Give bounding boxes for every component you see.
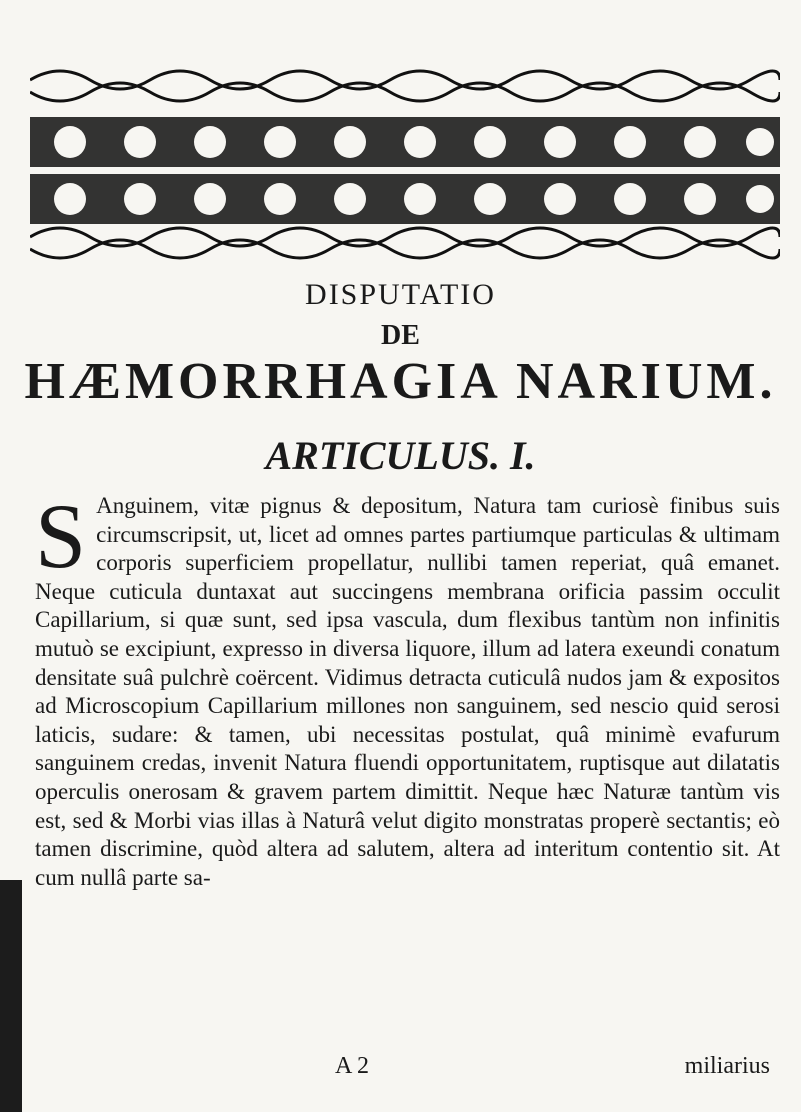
signature-mark: A 2 [335,1053,370,1079]
drop-cap: S [35,485,87,587]
ornament-header-icon [30,62,780,262]
catchword: miliarius [684,1053,770,1079]
body-paragraph: Anguinem, vitæ pignus & depositum, Natura tam curiosè finibus suis circumscripsit, ut, licet ad omnes partes partiumque particulas & ultimam corporis superficiem propellatur, nullibi tamen reperiat, quâ emanet. Neque cuticula duntaxat aut succingens membrana orificia passim occulit Capillarium, si quæ sunt, sed ipsa vascula, dum flexibus tantùm non infinitis mutuò se excipiunt, expresso in diversa liquore, illum ad latera exeundi conatum densitate suâ pulchrè coërcent. Vidimus detracta cuticulâ nudos jam & expositos ad Microscopium Capillarium millones non sanguinem, sed nescio quid serosi laticis, sudare: & tamen, ubi necessitas postulat, quâ minimè evafurum sanguinem credas, invenit Natura fluendi opportunitatem, ruptisque aut dilatatis operculis onerosam & gravem partem dimittit. Neque hæc Naturæ tantùm vis est, sed & Morbi vias illas à Naturâ velut digito monstratas properè sectantis; eò tamen discrimine, quòd altera ad salutem, altera ad interitum contentio sit. At cum nullâ parte sa- [35,493,780,890]
page-footer [35,1053,780,1083]
heading-de: DE [381,320,420,351]
article-heading: ARTICULUS. I. [265,433,536,478]
body-text [35,485,780,892]
heading-disputatio: DISPUTATIO [305,278,496,311]
page-title: HÆMORRHAGIA NARIUM. [24,353,777,410]
binding-edge [0,880,22,1112]
